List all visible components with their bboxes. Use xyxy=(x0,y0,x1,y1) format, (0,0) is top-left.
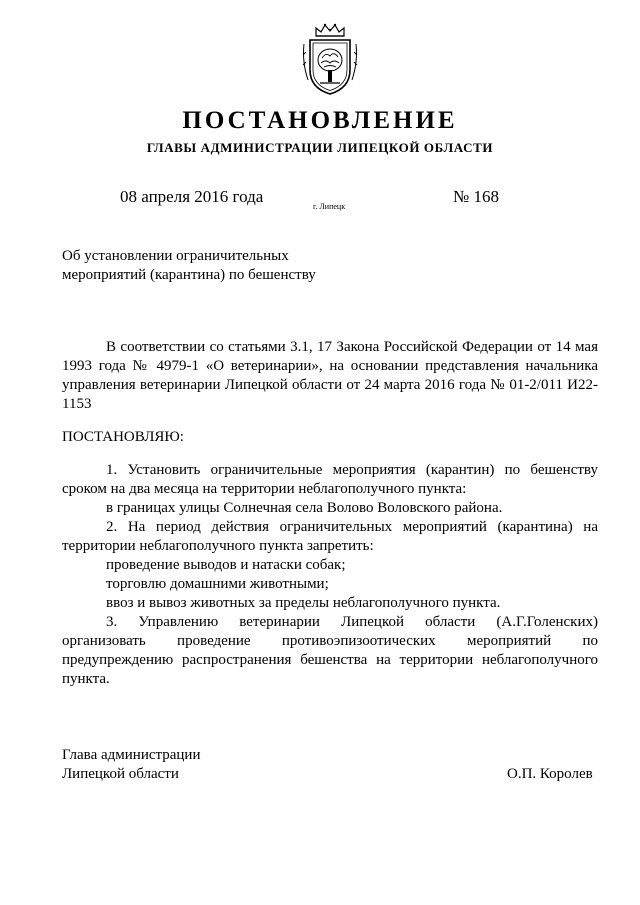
item-1: 1. Установить ограничительные мероприятия (карантин) по бешенству сроком на два месяца на территории неблагополучного пункта: xyxy=(62,462,598,497)
document-date: 08 апреля 2016 года xyxy=(120,187,264,206)
document-title: ПОСТАНОВЛЕНИЕ xyxy=(182,107,458,134)
item-3: 3. Управлению ветеринарии Липецкой области (А.Г.Голенских) организовать проведение противоэпизоотических мероприятий по предупреждению распространения бешенства на территории неблагополучного пункта. xyxy=(62,614,598,687)
item-2-detail: торговлю домашними животными; xyxy=(106,576,329,592)
document-city: г. Липецк xyxy=(313,202,346,211)
document-number: № 168 xyxy=(453,187,499,206)
signature-position-line: Глава администрации xyxy=(62,747,201,763)
document-subject xyxy=(62,247,362,285)
signature-position xyxy=(62,746,200,784)
item-2: 2. На период действия ограничительных мероприятий (карантина) на территории неблагополучного пункта запретить: xyxy=(62,519,598,554)
item-2-detail: проведение выводов и натаски собак; xyxy=(106,557,346,573)
resolve-heading: ПОСТАНОВЛЯЮ: xyxy=(62,429,184,445)
coat-of-arms-icon xyxy=(300,22,360,98)
signature-position-line: Липецкой области xyxy=(62,766,179,782)
signature-name: О.П. Королев xyxy=(507,766,593,782)
subject-line: Об установлении ограничительных xyxy=(62,248,289,264)
items-section xyxy=(62,461,598,689)
item-2-detail: ввоз и вывоз животных за пределы неблагополучного пункта. xyxy=(106,595,501,611)
intro-paragraph: В соответствии со статьями 3.1, 17 Закона Российской Федерации от 14 мая 1993 года № 4979-1 «О ветеринарии», на основании представления начальника управления ветеринарии Липецкой области от 24 марта 2016 года № 01-2/011 И22-1153 xyxy=(62,339,598,412)
intro-section xyxy=(62,338,598,414)
item-1-detail: в границах улицы Солнечная села Волово Воловского района. xyxy=(106,500,503,516)
subject-line: мероприятий (карантина) по бешенству xyxy=(62,267,316,283)
document-subtitle: ГЛАВЫ АДМИНИСТРАЦИИ ЛИПЕЦКОЙ ОБЛАСТИ xyxy=(146,140,494,155)
